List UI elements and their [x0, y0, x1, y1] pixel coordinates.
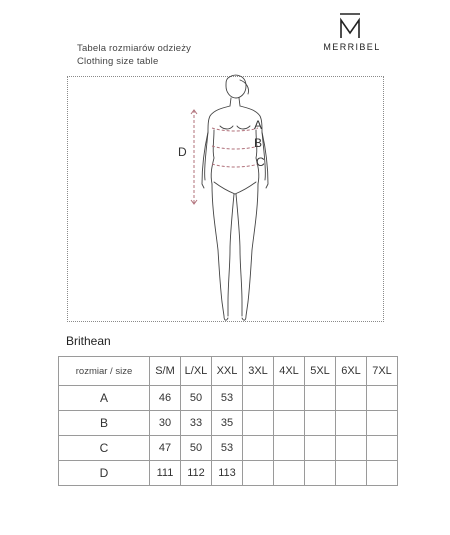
figure-label-d: D	[178, 145, 187, 159]
table-cell	[243, 411, 274, 436]
column-header: 7XL	[367, 357, 398, 386]
brand-name: MERRIBEL	[323, 42, 381, 52]
column-header: S/M	[150, 357, 181, 386]
column-header: 6XL	[336, 357, 367, 386]
table-cell	[274, 436, 305, 461]
table-cell: 53	[212, 436, 243, 461]
table-cell	[305, 386, 336, 411]
table-cell	[274, 386, 305, 411]
table-cell	[336, 386, 367, 411]
table-cell	[274, 461, 305, 486]
table-cell	[336, 411, 367, 436]
table-cell	[367, 411, 398, 436]
title-english: Clothing size table	[77, 56, 159, 67]
table-cell	[367, 461, 398, 486]
table-cell	[243, 386, 274, 411]
table-cell	[367, 436, 398, 461]
table-cell: 33	[181, 411, 212, 436]
body-figure	[170, 70, 300, 330]
row-label: D	[59, 461, 150, 486]
table-cell	[367, 386, 398, 411]
row-label: B	[59, 411, 150, 436]
table-cell	[305, 461, 336, 486]
row-label: C	[59, 436, 150, 461]
table-row	[59, 411, 398, 436]
table-header-label	[59, 357, 150, 386]
table-cell	[305, 436, 336, 461]
column-header: 3XL	[243, 357, 274, 386]
table-cell: 50	[181, 386, 212, 411]
brand-logo	[0, 0, 450, 60]
column-header: XXL	[212, 357, 243, 386]
column-header: 4XL	[274, 357, 305, 386]
table-cell	[274, 411, 305, 436]
table-cell	[243, 461, 274, 486]
table-cell: 53	[212, 386, 243, 411]
brand-mark-icon	[336, 12, 364, 42]
table-header-row	[59, 357, 398, 386]
table-cell: 30	[150, 411, 181, 436]
figure-label-c: C	[256, 155, 265, 169]
table-cell: 113	[212, 461, 243, 486]
table-cell	[305, 411, 336, 436]
table-row	[59, 386, 398, 411]
figure-label-a: A	[254, 118, 263, 132]
table-cell	[243, 436, 274, 461]
table-cell: 46	[150, 386, 181, 411]
column-header: 5XL	[305, 357, 336, 386]
row-label: A	[59, 386, 150, 411]
title-polish: Tabela rozmiarów odzieży	[77, 43, 192, 54]
table-cell: 112	[181, 461, 212, 486]
table-cell	[336, 461, 367, 486]
size-table	[58, 356, 398, 486]
table-cell: 35	[212, 411, 243, 436]
table-row	[59, 436, 398, 461]
product-name: Brithean	[66, 334, 111, 348]
column-header: L/XL	[181, 357, 212, 386]
table-cell: 111	[150, 461, 181, 486]
figure-label-b: B	[254, 136, 263, 150]
table-cell: 47	[150, 436, 181, 461]
header-label-text: rozmiar / size	[75, 366, 133, 377]
table-row	[59, 461, 398, 486]
table-cell: 50	[181, 436, 212, 461]
table-cell	[336, 436, 367, 461]
